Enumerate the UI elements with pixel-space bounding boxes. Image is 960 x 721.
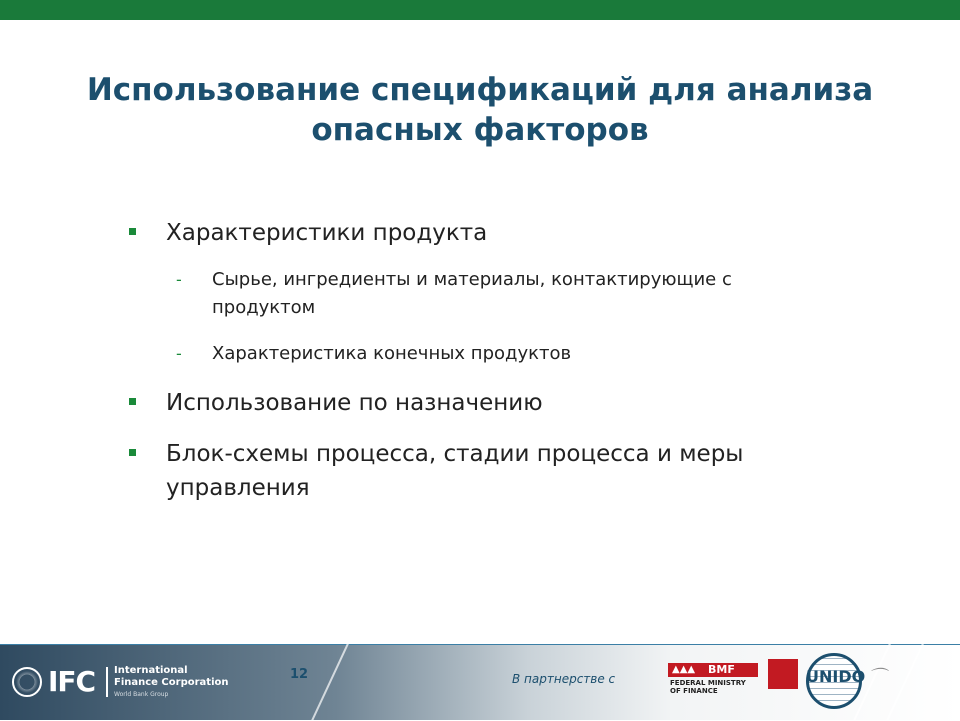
bullet-text-line: управления (166, 475, 310, 501)
bullet-text-line: Блок-схемы процесса, стадии процесса и меры (166, 441, 744, 467)
bullet-item (166, 437, 886, 505)
sub-item-text-line: Сырье, ингредиенты и материалы, контактирующие с (212, 269, 732, 290)
square-bullet-icon (129, 228, 136, 235)
unido-logo (768, 649, 928, 715)
sub-item (176, 340, 892, 368)
slide-footer (0, 645, 960, 720)
sub-item (176, 266, 892, 322)
ifc-logo-separator (106, 667, 108, 697)
ifc-name (114, 665, 228, 689)
unido-logo-text: UNIDO (806, 667, 866, 686)
swirl-icon: ⌒ (868, 667, 886, 688)
bmf-name-line1: FEDERAL MINISTRY (670, 679, 746, 687)
page-number: 12 (289, 667, 309, 682)
ifc-name-line3: World Bank Group (114, 691, 169, 698)
square-bullet-icon (129, 398, 136, 405)
bmf-name (670, 679, 746, 695)
slide-title-line2: опасных факторов (311, 112, 649, 148)
bmf-flag (668, 663, 758, 677)
dash-icon: - (176, 270, 182, 289)
bullet-item (166, 386, 886, 420)
bmf-logo (668, 663, 758, 699)
partner-text: В партнерстве с (512, 672, 616, 686)
ifc-name-line1: International (114, 665, 188, 676)
bullet-text: Характеристики продукта (166, 220, 488, 246)
eagle-icon: ▲▲▲ (672, 664, 696, 675)
sub-item-text-line: продуктом (212, 297, 316, 318)
slide-title-line1: Использование спецификаций для анализа (86, 72, 874, 108)
bmf-logo-text: BMF (708, 663, 735, 676)
red-square-icon (768, 659, 798, 689)
bullet-item (166, 216, 886, 250)
ifc-name-line2: Finance Corporation (114, 677, 229, 688)
dash-icon: - (176, 344, 182, 363)
decorative-line (311, 639, 351, 721)
bmf-name-line2: OF FINANCE (670, 687, 718, 695)
square-bullet-icon (129, 449, 136, 456)
ifc-logo-text: IFC (48, 665, 96, 698)
bullet-text: Использование по назначению (166, 390, 543, 416)
sub-item-text-line: Характеристика конечных продуктов (212, 343, 572, 364)
globe-icon (12, 667, 42, 697)
